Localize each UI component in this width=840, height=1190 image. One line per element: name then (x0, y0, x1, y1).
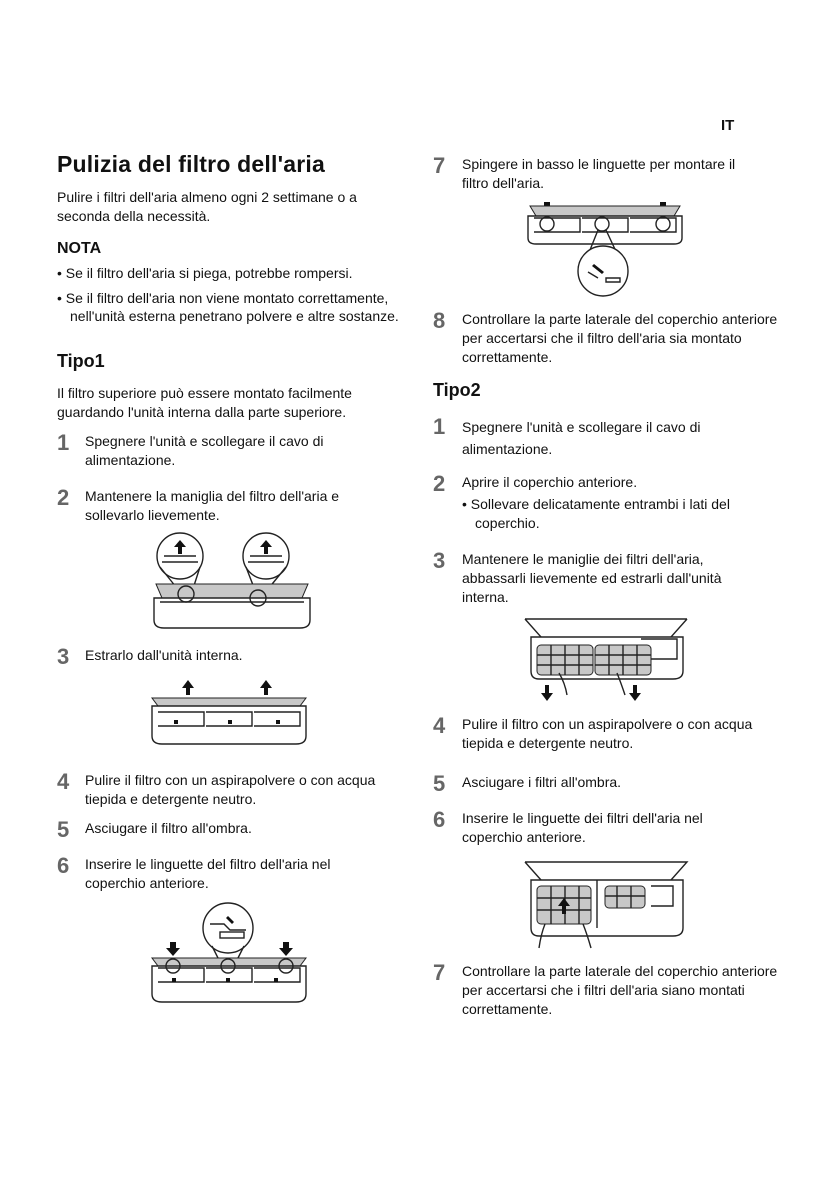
step-text: Controllare la parte laterale del coperchio anteriore per accertarsi che il filtro dell'aria sia montato correttamente. (462, 311, 778, 365)
tipo2-heading: Tipo2 (433, 380, 481, 400)
step-text: Asciugare il filtro all'ombra. (85, 820, 252, 836)
tipo1-heading: Tipo1 (57, 351, 105, 371)
tipo1-intro: Il filtro superiore può essere montato facilmente guardando l'unità interna dalla parte superiore. (57, 385, 352, 420)
language-tag: IT (721, 117, 735, 134)
page-title: Pulizia del filtro dell'aria (57, 151, 325, 177)
step-text: Mantenere le maniglie dei filtri dell'aria, abbassarli lievemente ed estrarli dall'unità interna. (462, 551, 722, 605)
step-number: 5 (57, 817, 70, 842)
note-heading: NOTA (57, 240, 102, 257)
step-text: Controllare la parte laterale del coperchio anteriore per accertarsi che i filtri dell'aria siano montati correttamente. (462, 963, 778, 1017)
filters-insert-illustration (521, 858, 691, 952)
filter-push-illustration (524, 198, 686, 298)
step-number: 1 (433, 414, 446, 439)
note-item: • Se il filtro dell'aria non viene montato correttamente, nell'unità esterna penetrano polvere e altre sostanze. (57, 290, 399, 324)
step-number: 3 (433, 548, 446, 573)
step-text: Aprire il coperchio anteriore. (462, 474, 638, 490)
step-number: 1 (57, 430, 70, 455)
note-item: • Se il filtro dell'aria si piega, potrebbe rompersi. (57, 265, 353, 281)
filters-pull-out-illustration (521, 615, 691, 707)
step-text: Spegnere l'unità e scollegare il cavo di alimentazione. (462, 419, 701, 457)
filter-insert-illustration (148, 902, 310, 1004)
step-text: Estrarlo dall'unità interna. (85, 647, 243, 663)
step-number: 4 (433, 713, 446, 738)
step-text: Spegnere l'unità e scollegare il cavo di alimentazione. (85, 433, 324, 468)
step-number: 4 (57, 769, 70, 794)
step-number: 2 (433, 471, 446, 496)
step-text: Asciugare i filtri all'ombra. (462, 774, 622, 790)
step-number: 3 (57, 644, 70, 669)
step-number: 6 (433, 807, 446, 832)
filter-remove-illustration (148, 680, 310, 748)
step-text: Inserire le linguette dei filtri dell'aria nel coperchio anteriore. (462, 810, 703, 845)
step-number: 7 (433, 960, 446, 985)
filter-lift-illustration (150, 532, 315, 634)
step-number: 5 (433, 771, 446, 796)
step-text: Inserire le linguette del filtro dell'aria nel coperchio anteriore. (85, 856, 331, 891)
step-subitem: • Sollevare delicatamente entrambi i lati del coperchio. (462, 496, 730, 531)
step-number: 6 (57, 853, 70, 878)
step-text: Pulire il filtro con un aspirapolvere o con acqua tiepida e detergente neutro. (85, 772, 376, 807)
step-number: 7 (433, 153, 446, 178)
step-number: 8 (433, 308, 446, 333)
step-number: 2 (57, 485, 70, 510)
intro-text: Pulire i filtri dell'aria almeno ogni 2 settimane o a seconda della necessità. (57, 189, 357, 224)
step-text: Pulire il filtro con un aspirapolvere o con acqua tiepida e detergente neutro. (462, 716, 753, 751)
step-text: Spingere in basso le linguette per montare il filtro dell'aria. (462, 156, 736, 191)
step-text: Mantenere la maniglia del filtro dell'aria e sollevarlo lievemente. (85, 488, 340, 523)
